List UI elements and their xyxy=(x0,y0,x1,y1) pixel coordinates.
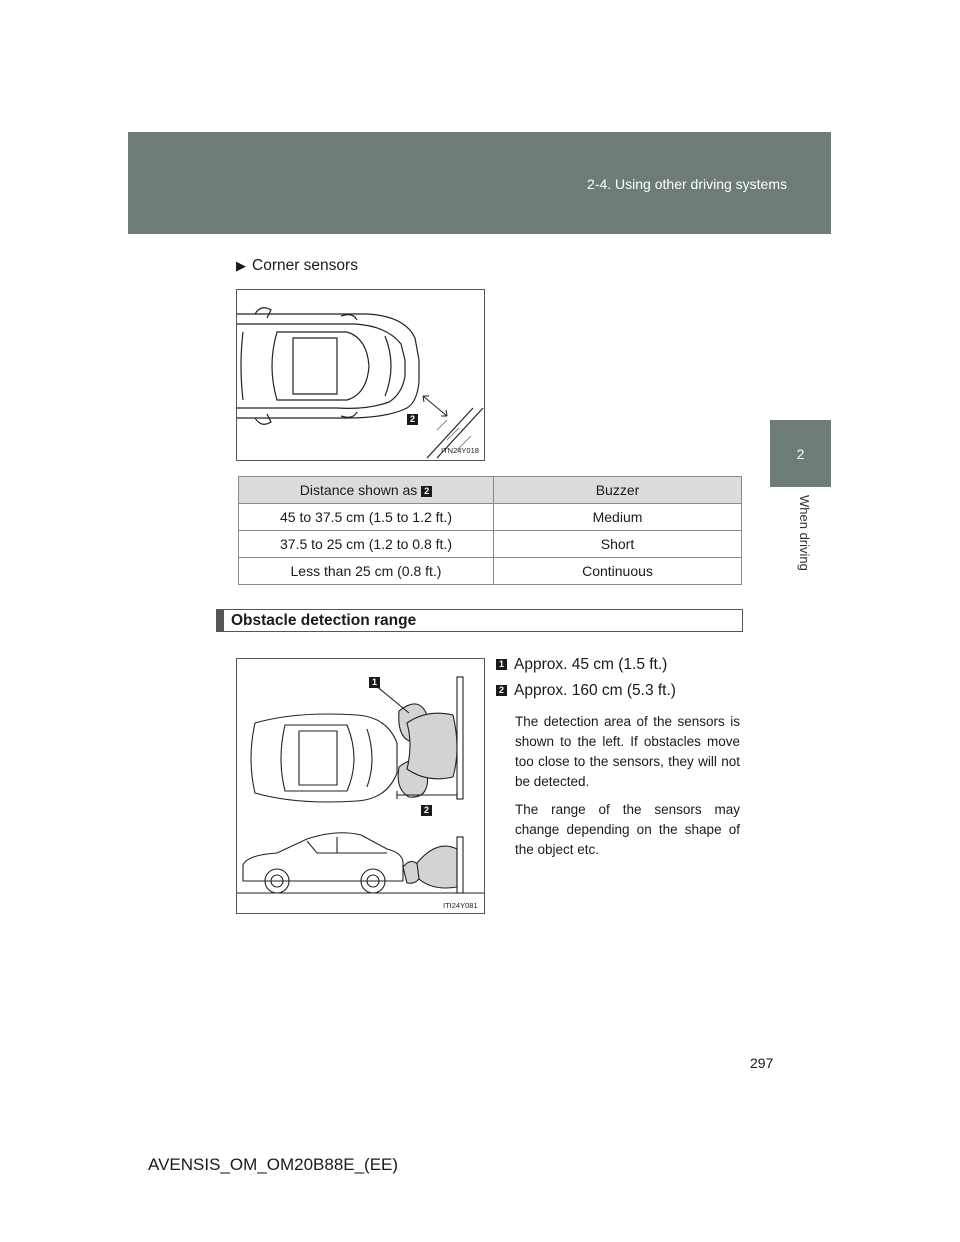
marker-2-label: 2 xyxy=(409,414,415,424)
car-top-view-illustration xyxy=(237,290,484,460)
table-row xyxy=(239,558,742,585)
buzzer-column-header: Buzzer xyxy=(494,477,742,504)
distance-cell: 45 to 37.5 cm (1.5 to 1.2 ft.) xyxy=(239,504,494,531)
chapter-header-bar xyxy=(128,132,831,234)
chapter-side-label: When driving xyxy=(797,495,812,571)
corner-sensor-figure xyxy=(236,289,485,461)
buzzer-distance-table xyxy=(238,476,742,585)
section-heading xyxy=(216,609,743,632)
range-change-paragraph: The range of the sensors may change depending on the shape of the object etc. xyxy=(515,802,740,857)
range-item-2 xyxy=(496,682,676,700)
distance-header-label: Distance shown as xyxy=(299,482,418,498)
distance-cell: 37.5 to 25 cm (1.2 to 0.8 ft.) xyxy=(239,531,494,558)
table-header-row xyxy=(239,477,742,504)
range-text: Approx. 160 cm (5.3 ft.) xyxy=(514,682,676,699)
chapter-side-tab xyxy=(770,420,831,487)
page-number: 297 xyxy=(750,1055,774,1071)
triangle-bullet-icon: ▶ xyxy=(236,258,246,273)
detection-area-paragraph: The detection area of the sensors is shown to the left. If obstacles move too close to the sensors, they will not be detected. xyxy=(515,714,740,789)
figure-code: ITN24Y018 xyxy=(441,446,479,455)
marker-2-badge: 2 xyxy=(421,486,432,497)
corner-sensors-heading xyxy=(236,257,358,275)
marker-2-label: 2 xyxy=(423,805,429,815)
section-title: Obstacle detection range xyxy=(231,612,417,629)
document-code: AVENSIS_OM_OM20B88E_(EE) xyxy=(148,1155,399,1174)
range-text: Approx. 45 cm (1.5 ft.) xyxy=(514,656,668,673)
detection-range-figure xyxy=(236,658,485,914)
buzzer-cell: Continuous xyxy=(494,558,742,585)
figure-code: ITI24Y081 xyxy=(443,901,478,910)
marker-2-badge: 2 xyxy=(496,685,507,696)
chapter-title: 2-4. Using other driving systems xyxy=(587,176,787,192)
distance-cell: Less than 25 cm (0.8 ft.) xyxy=(239,558,494,585)
marker-1-label: 1 xyxy=(371,677,377,687)
buzzer-cell: Short xyxy=(494,531,742,558)
table-row xyxy=(239,504,742,531)
chapter-number: 2 xyxy=(796,446,805,462)
range-item-1 xyxy=(496,656,667,674)
distance-column-header xyxy=(239,477,494,504)
buzzer-cell: Medium xyxy=(494,504,742,531)
section-marker xyxy=(217,610,224,631)
table-row xyxy=(239,531,742,558)
corner-sensors-label: Corner sensors xyxy=(252,257,358,274)
marker-1-badge: 1 xyxy=(496,659,507,670)
detection-range-illustration xyxy=(237,659,484,913)
